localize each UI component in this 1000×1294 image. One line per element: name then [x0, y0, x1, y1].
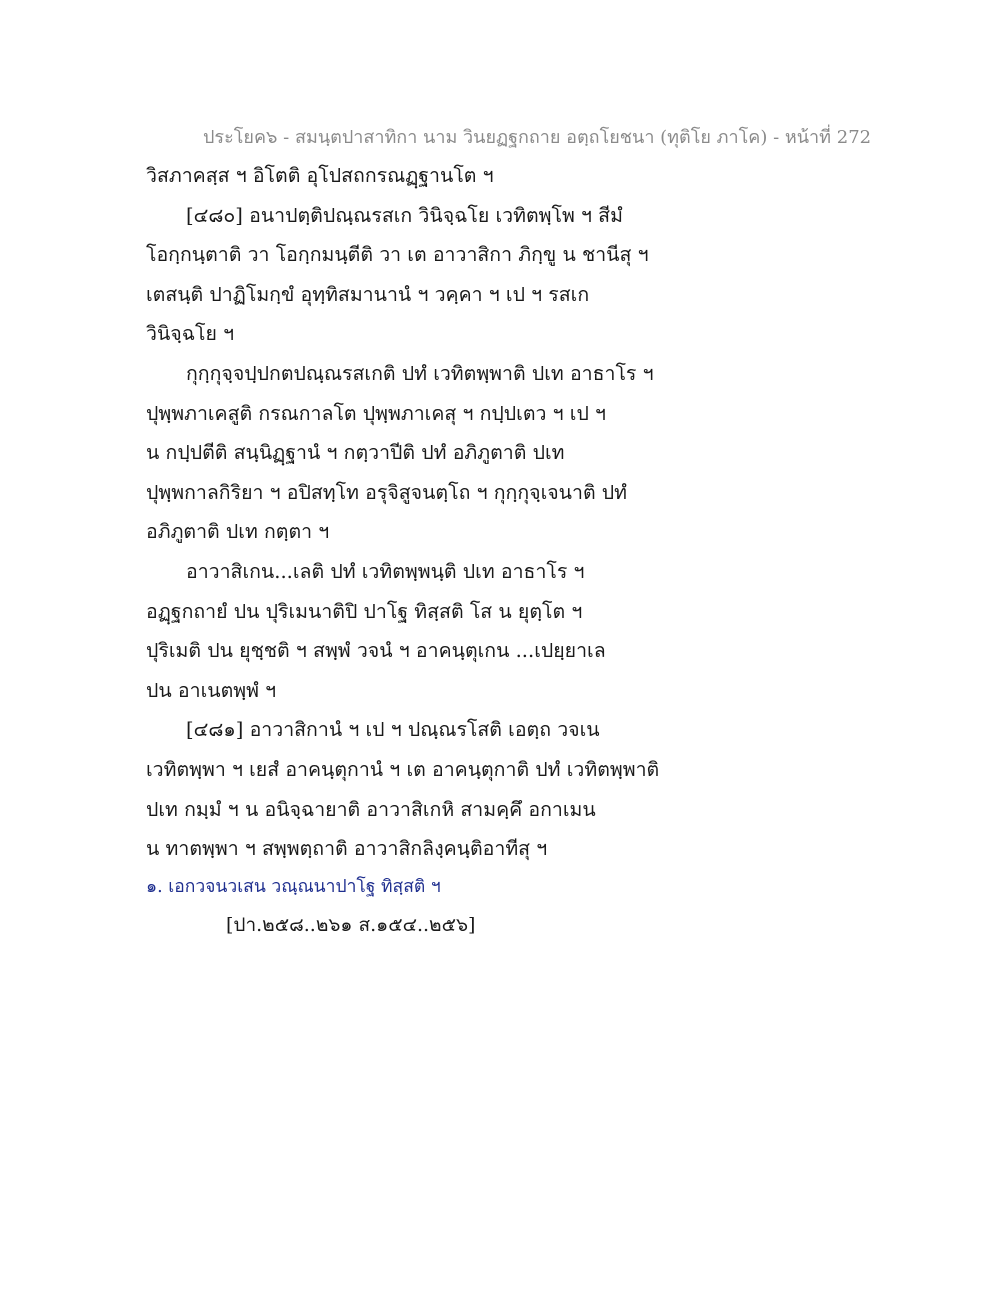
paragraph-start: อาวาสิเกน...เลติ ปทํ เวทิตพฺพนฺติ ปเท อาธาโร ฯ: [186, 559, 585, 583]
text-line: อภิภูตาติ ปเท กตฺตา ฯ: [146, 520, 330, 544]
text-line: ปเท กมฺมํ ฯ น อนิจฺฉายาติ อาวาสิเกหิ สามคฺคึ อกาเมน: [146, 797, 596, 821]
text-line: วิสภาคสฺส ฯ อิโตติ อุโปสถกรณฏฺฐานโต ฯ: [146, 164, 494, 187]
text-line: ปุพฺพกาลกิริยา ฯ อปิสทฺโท อรุจิสูจนตฺโถ ฯ กุกฺกุจฺเจนาติ ปทํ: [146, 480, 628, 504]
body-text: [146, 156, 766, 869]
paragraph-start-481: [๔๘๑] อาวาสิกานํ ฯ เป ฯ ปณฺณรโสติ เอตฺถ วจเน: [186, 718, 600, 742]
text-line: โอกฺกนฺตาติ วา โอกฺกมนฺตีติ วา เต อาวาสิกา ภิกฺขู น ชานีสุ ฯ: [146, 243, 649, 267]
text-line: วินิจฺฉโย ฯ: [146, 322, 235, 346]
text-line: ปน อาเนตพฺพํ ฯ: [146, 678, 277, 702]
text-line: เวทิตพฺพา ฯ เยสํ อาคนฺตุกานํ ฯ เต อาคนฺตุกาติ ปทํ เวทิตพฺพาติ: [146, 757, 660, 781]
text-line: เตสนฺติ ปาฏิโมกฺขํ อุทฺทิสมานานํ ฯ วคฺคา ฯ เป ฯ รสเก: [146, 282, 590, 306]
page-header: ประโยค๖ - สมนฺตปาสาทิกา นาม วินยฏฐกถาย อตฺถโยชนา (ทุติโย ภาโค) - หน้าที่ 272: [203, 127, 872, 148]
text-line: ปุพฺพภาเคสูติ กรณกาลโต ปุพฺพภาเคสุ ฯ กปฺปเตว ฯ เป ฯ: [146, 401, 607, 425]
text-line: อฏฺฐกถายํ ปน ปุริเมนาติปิ ปาโฐ ทิสฺสติ โส น ยุตฺโต ฯ: [146, 599, 583, 623]
text-line: น กปฺปตีติ สนฺนิฏฺฐานํ ฯ กตฺวาปีติ ปทํ อภิภูตาติ ปเท: [146, 441, 565, 465]
page-reference: [ปา.๒๕๘..๒๖๑ ส.๑๕๔..๒๕๖]: [226, 914, 476, 936]
text-line: น ทาตพฺพา ฯ สพฺพตฺถาติ อาวาสิกลิงฺคนฺติอาทีสุ ฯ: [146, 837, 548, 861]
paragraph-start: กุกฺกุจฺจปฺปกตปณฺณรสเกติ ปทํ เวทิตพฺพาติ ปเท อาธาโร ฯ: [186, 361, 654, 385]
text-line: ปุริเมติ ปน ยุชฺชติ ฯ สพฺพํ วจนํ ฯ อาคนฺตุเกน ...เปยฺยาเล: [146, 639, 606, 663]
paragraph-start-480: [๔๘๐] อนาปตฺติปณฺณรสเก วินิจฺฉโย เวทิตพฺโพ ฯ สีมํ: [186, 203, 623, 227]
footnote: ๑. เอกวจนวเสน วณฺณนาปาโฐ ทิสฺสติ ฯ: [146, 877, 441, 897]
